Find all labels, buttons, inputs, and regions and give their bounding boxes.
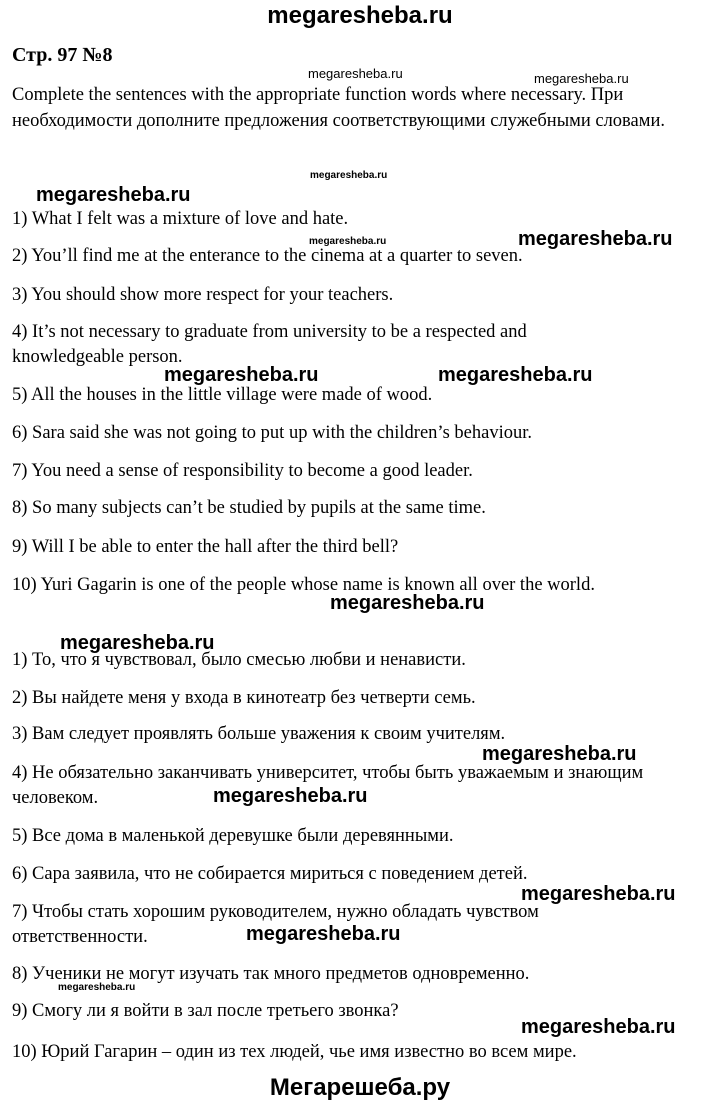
english-sentence-2: 2) You’ll find me at the enterance to the cinema at a quarter to seven.	[12, 246, 523, 266]
site-header: megaresheba.ru	[267, 2, 453, 29]
english-sentence-8: 8) So many subjects can’t be studied by pupils at the same time.	[12, 498, 486, 518]
watermark: megaresheba.ru	[309, 236, 387, 247]
english-sentence-10: 10) Yuri Gagarin is one of the people whose name is known all over the world.	[12, 575, 595, 595]
watermark: megaresheba.ru	[534, 71, 629, 86]
english-sentence-9: 9) Will I be able to enter the hall after the third bell?	[12, 537, 399, 557]
watermark: megaresheba.ru	[330, 592, 485, 614]
watermark: megaresheba.ru	[58, 982, 136, 993]
english-sentence-3: 3) You should show more respect for your teachers.	[12, 285, 394, 305]
watermark: megaresheba.ru	[213, 785, 368, 807]
watermark: megaresheba.ru	[482, 743, 637, 765]
watermark: megaresheba.ru	[246, 923, 401, 945]
watermark: megaresheba.ru	[521, 1016, 676, 1038]
watermark: megaresheba.ru	[308, 66, 403, 81]
watermark: megaresheba.ru	[36, 184, 191, 206]
english-sentence-6: 6) Sara said she was not going to put up with the children’s behaviour.	[12, 423, 532, 443]
watermark: megaresheba.ru	[164, 364, 319, 386]
russian-sentence-8: 8) Ученики не могут изучать так много предметов одновременно.	[12, 964, 530, 984]
english-sentence-1: 1) What I felt was a mixture of love and hate.	[12, 209, 349, 229]
russian-sentence-3: 3) Вам следует проявлять больше уважения к своим учителям.	[12, 724, 506, 744]
watermark: megaresheba.ru	[310, 170, 388, 181]
russian-sentence-7: 7) Чтобы стать хорошим руководителем, нужно обладать чувством ответственности.	[12, 902, 539, 947]
watermark: megaresheba.ru	[60, 632, 215, 654]
site-footer: Мегарешеба.ру	[269, 1074, 451, 1101]
russian-sentence-5: 5) Все дома в маленькой деревушке были деревянными.	[12, 826, 454, 846]
russian-sentence-9: 9) Смогу ли я войти в зал после третьего звонка?	[12, 1001, 399, 1021]
russian-sentence-10: 10) Юрий Гагарин – один из тех людей, чье имя известно во всем мире.	[12, 1042, 577, 1062]
english-sentence-5: 5) All the houses in the little village were made of wood.	[12, 385, 433, 405]
russian-sentence-1: 1) То, что я чувствовал, было смесью любви и ненависти.	[12, 650, 466, 670]
instruction-text: Complete the sentences with the appropriate function words where necessary. При необходимости дополните предложения соответствующими служебными словами.	[12, 85, 665, 131]
watermark: megaresheba.ru	[438, 364, 593, 386]
watermark: megaresheba.ru	[518, 228, 673, 250]
russian-sentence-4: 4) Не обязательно заканчивать университет, чтобы быть уважаемым и знающим человеком.	[12, 763, 644, 808]
task-title: Стр. 97 №8	[12, 44, 113, 66]
english-sentence-7: 7) You need a sense of responsibility to become a good leader.	[12, 461, 473, 481]
russian-sentence-6: 6) Сара заявила, что не собирается мириться с поведением детей.	[12, 864, 528, 884]
watermark: megaresheba.ru	[521, 883, 676, 905]
english-sentence-4: 4) It’s not necessary to graduate from university to be a respected and knowledgeable person.	[12, 322, 527, 367]
russian-sentence-2: 2) Вы найдете меня у входа в кинотеатр без четверти семь.	[12, 688, 476, 708]
